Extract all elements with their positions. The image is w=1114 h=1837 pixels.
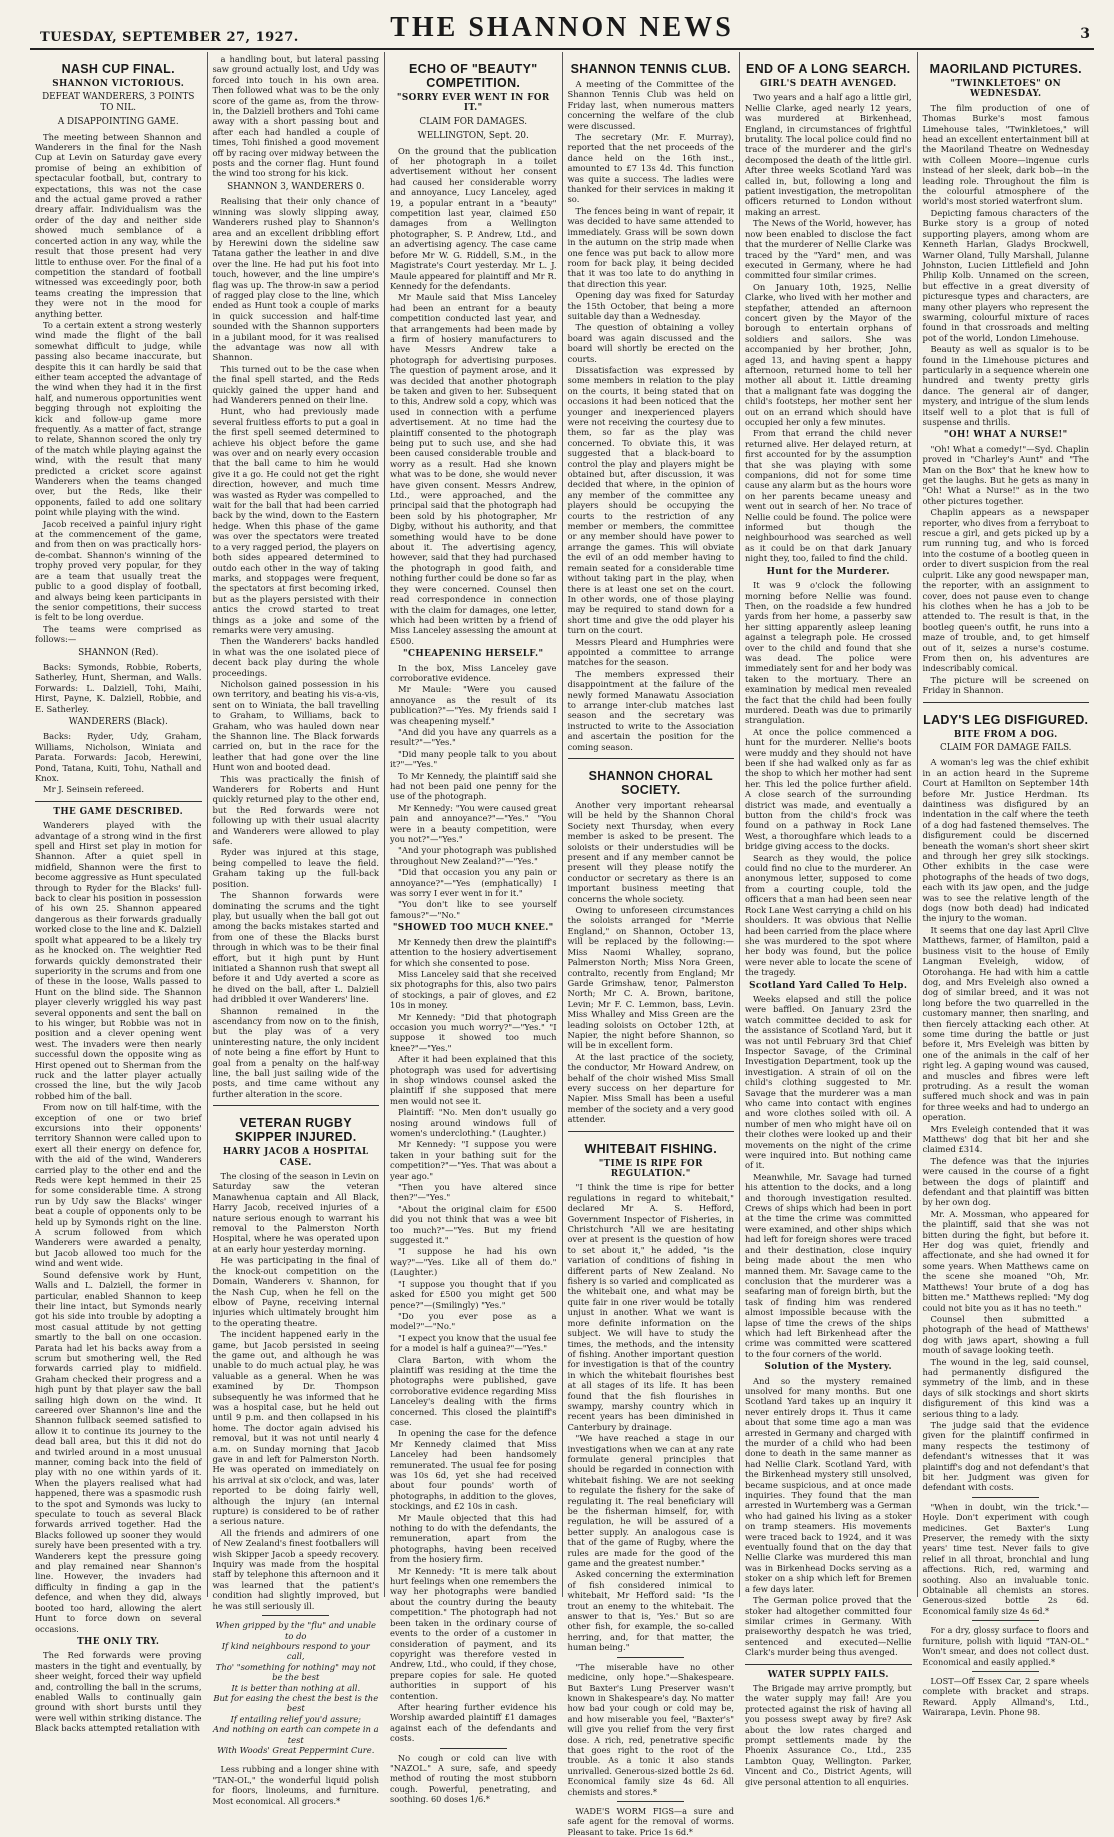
article-paragraph: "Then you have altered since then?"—"Yes." [390, 1182, 557, 1203]
article-paragraph: Nicholson gained possession in his own territory, and beating his vis-a-vis, sent on to Winiata, the ball travelling to Graham, to Williams, back to Graham, who was hauled down near the Shannon line. The Black forwards carried on, but in the race for the leather that had gone over the line Hunt won and booted dead. [212, 678, 379, 773]
article-paragraph: Two years and a half ago a little girl, Nellie Clarke, aged nearly 12 years, was murdered at Birkenhead, England, in circumstances of frightful brutality. The local police could find no trace of the murderer and the girl's decomposed the death of the little girl. After three weeks Scotland Yard was called in, but, following a long and patient investigation, the metropolitan officers returned to London without making an arrest. [745, 92, 912, 217]
article-paragraph: From now on till half-time, with the exception of one or two brief excursions into their opponents' territory Shannon were called upon to exert all their energy on defence for, with the aid of the wind, Wanderers carried play to the other end and the Reds were kept hemmed in their 25 for some considerable time. A strong run by Udy saw the Blacks' winger beat a couple of opponents only to be held up by Symonds right on the line. A scrum followed from which Wanderers were awarded a penalty, but Jacob allowed too much for the wind and went wide. [35, 1102, 202, 1269]
article-paragraph: After it had been explained that this photograph was used for advertising in shop windows counsel asked the plaintiff if she supposed that mere men would not see it. [390, 1054, 557, 1106]
masthead [30, 6, 1094, 46]
article-paragraph: This turned out to be the case when the final spell started, and the Reds quickly gained the upper hand and had Wanderers penned on their line. [212, 363, 379, 405]
article-paragraph: A meeting of the Committee of the Shannon Tennis Club was held on Friday last, when numerous matters concerning the welfare of the club were discussed. [567, 79, 734, 131]
article-paragraph: It seems that one day last April Clive Matthews, farmer, of Hamilton, paid a business visit to the house of Emily Langman Eveleigh, widow, of Otorohanga. He had with him a cattle dog, and Mrs Eveleigh also owned a dog of similar breed, and it was not long before the two quarrelled in the customary manner, then snarling, and then fiercely attacking each other. At some time during the battle or just before it, Mrs Eveleigh was bitten by one of the animals in the calf of her right leg. A gaping wound was caused, and muscles and fibres were left protruding. As a result the woman suffered much shock and was in pain for three weeks and had to undergo an operation. [922, 924, 1089, 1123]
article-paragraph: Hunt, who had previously made several fruitless efforts to put a goal in the first spell seemed determined to achieve his object before the game was over and on nearly every occasion that the ball came to him he would give it a go. He could not get the right direction, however, and much time was wasted as Ryder was compelled to wait for the ball that had been carried back by the wind, down to the Eastern hedge. When this phase of the game was over the spectators were treated to a very ragged period, the players on both sides appeared determined to outdo each other in the way of taking marks, and stoppages were frequent, the spectators at first becoming irked, but as the players persisted with their antics the crowd started to treat things as a joke and some of the remarks were very amusing. [212, 406, 379, 635]
article-paragraph: The fences being in want of repair, it was decided to have same attended to immediately. Grass will be sown down in the autumn on the strip made when one fence was put back to allow more room for back play, it being decided that it was too late to do anything in that direction this year. [567, 205, 734, 289]
verse-line: It is better than nothing at all. [231, 1682, 361, 1693]
article-paragraph: Mr Maule said that Miss Lanceley had been an entrant for a beauty competition conducted last year, and that arrangements had been made by a firm of hosiery manufacturers to have Messrs Andrew take a photograph for advertising purposes. The question of payment arose, and it was decided that another photograph be taken and given to her. Subsequent to this, Andrew sold a copy, which was used in connection with a perfume advertisement. At no time had the plaintiff consented to the photograph being put to such use, and she had been caused considerable trouble and worry as a result. Had she known what was to be done, she would never have given consent. Messrs Andrew, Ltd., were approached, and the principal said that the photograph had been sold by his photographer, Mr Digby, without his authority, and that something would have to be done about it. The advertising agency, however, said that they had purchased the photograph in good faith, and nothing further could be done so far as they were concerned. Counsel then read correspondence in connection with the claim for damages, one letter, which had been written by a friend of Miss Lanceley assessing the amount at £500. [390, 292, 557, 646]
column-5 [740, 52, 918, 1787]
article-paragraph: On January 10th, 1925, Nellie Clarke, who lived with her mother and stepfather, attended an afternoon concert given by the Mayor of the borough to entertain orphans of soldiers and sailors. She was accompanied by her brother, John, aged 13, and having spent a happy afternoon, returned home to tell her mother all about it. Little dreaming that a malignant fate was dogging the child's footsteps, her mother sent her out on an errand which should have occupied her only a few minutes. [745, 281, 912, 427]
article-paragraph: Mr Kennedy: "You were caused great pain and annoyance?"—"Yes." "You were in a beauty competition, were you not?"—"Yes." [390, 802, 557, 845]
article-paragraph: Jacob received a painful injury right at the commencement of the game, and from then on was practically hors-de-combat. Shannon's winning of the trophy proved very popular, for they are a team that usually treat the public to a good display of football, and always being keen participants in the senior competitions, their success is felt to be long overdue. [35, 518, 202, 623]
baxters-hoyle-advert: "When in doubt, win the trick."—Hoyle. Don't experiment with cough medicines. Get Baxter's Lung Preserver, the remedy with the sixty years' time test. Never fails to give relief in all throat, bronchial and lung affections. Rich, red, warming and soothing. Also an invaluable tonic. Obtainable all chemists an stores. Generous-sized bottle 2s 6d. Economical family size 4s 6d.* [922, 1501, 1089, 1616]
article-paragraph: "We have reached a stage in our investigations when we can at any rate formulate general principles that should be regarded in connection with whitebait fishing. We are not seeking to regulate the fishery for the sake of regulating it. The real beneficiary will be the fisherman himself, for, with regulation, he will be assured of a better supply. An analogous case is that of the game of Rugby, where the rules are made for the good of the game and the greatest number." [567, 1433, 734, 1569]
subhead-showed-knee: "SHOWED TOO MUCH KNEE." [392, 923, 554, 934]
article-paragraph: Then the Wanderers' backs handled in what was the one isolated piece of decent back play during the whole proceedings. [212, 636, 379, 678]
article-paragraph: "Do you ever pose as a model?"—"No." [390, 1310, 557, 1332]
article-paragraph: Plaintiff: "No. Men don't usually go nosing around windows full of women's underclothing." (Laughter.) [390, 1107, 557, 1138]
article-paragraph: Shannon remained in the ascendancy from now on to the finish, but the play was of a very uninteresting nature, the only incident of note being a fine effort by Hunt to goal from a penalty on the half-way line, the ball just sailing wide of the posts, and time came without any further alteration in the score. [212, 1005, 379, 1099]
score-line: SHANNON 3, WANDERERS 0. [227, 181, 365, 192]
headline-game-described: THE GAME DESCRIBED. [53, 806, 184, 817]
team-heading-wanderers: WANDERERS (Black). [68, 716, 168, 727]
verse-line: If kind neighbours respond to your call, [221, 1640, 370, 1662]
column-2 [208, 52, 386, 1806]
article-paragraph: The closing of the season in Levin on Saturday saw the veteran Manawhenua captain and All Black, Harry Jacob, received injuries of a nature serious enough to warrant his removal to the Palmerston North Hospital, where he was operated upon at an early hour yesterday morning. [212, 1171, 379, 1254]
article-paragraph: "I expect you know that the usual fee for a model is half a guinea?"—"Yes." [390, 1332, 557, 1354]
article-paragraph: Mr Kennedy: "It is mere talk about hurt feelings when one remembers the way her photographs were bandied about the country during the beauty competition." The photograph had not been taken in the ordinary course of events to the order of a customer in consideration of payment, and its copyright was therefore vested in Andrew, Ltd., who could, if they chose, prepare copies for sale. He quoted authorities in support of his contention. [390, 1565, 557, 1701]
issue-date: TUESDAY, SEPTEMBER 27, 1927. [40, 30, 299, 45]
article-paragraph: It was 9 o'clock the following morning before Nellie was found. Then, on the roadside a few hundred yards from her home, a passerby saw her sitting apparently asleep leaning against a telegraph pole. He crossed over to the child and found that she was dead. The police were immediately sent for and her body was taken to the mortuary. There an examination by medical men revealed the fact that the child had been foully murdered. Death was due to primarily strangulation. [745, 580, 912, 726]
dateline: WELLINGTON, Sept. 20. [417, 131, 529, 142]
article-paragraph: "I think the time is ripe for better regulations in regard to whitebait," declared Mr A. S. Hefford, Government Inspector of Fisheries, in Christchurch "All we are hesitating over at present is the question of how to set about it," he added, "is the variation of conditions of fishing in different parts of New Zealand. No fishery is so varied and complicated as the whitebait one, and what may be quite fair in one river would be totally unjust in another. What we want is more definite information on the subject. We will have to study the times, the methods, and the intensity of fishing. Another important question for investigation is that of the country in which the whitebait flourishes best at all stages of its life. It has been found that the fish flourishes in swampy, marshy country which in recent years has been diminished in Canterbury by drainage. [567, 1182, 734, 1432]
article-paragraph: Ryder was injured at this stage, being compelled to leave the field. Graham taking up the full-back position. [212, 847, 379, 889]
subhead-claim-fails: CLAIM FOR DAMAGE FAILS. [940, 742, 1072, 753]
headline-beauty-competition: ECHO OF "BEAUTY" COMPETITION. [409, 62, 538, 90]
article-paragraph: a handling bout, but lateral passing saw ground actually lost, and Udy was forced into touch in his own area. Then followed what was to be the only score of the game as, from the throw-in, the Dalziell brothers and Tohi came away with a short passing bout and after each had handled a couple of times, Tohi finished a good movement off by racing over midway between the posts and the corner flag. Hunt found the wind too strong for his kick. [212, 54, 379, 179]
article-paragraph: The members expressed their disappointment at the failure of the newly formed Manawatu Association to arrange inter-club matches last season and the secretary was instructed to write to the Association and ascertain the position for the coming season. [567, 668, 734, 752]
article-paragraph: Mr. A. Mossman, who appeared for the plaintiff, said that she was not bitten during the fight, but before it. Her dog was quiet, friendly and affectionate, and she had owned it for some years. When Matthews came on the scene she moaned "Oh, Mr. Matthews! Your brute of a dog has bitten me." Matthews replied: "My dog could not bite you as it has no teeth." [922, 1208, 1089, 1313]
subhead-cheapening: "CHEAPENING HERSELF." [403, 649, 544, 660]
article-paragraph: "And your photograph was published throughout New Zealand?"—"Yes." [390, 845, 557, 866]
subhead-sorry: "SORRY EVER WENT IN FOR IT." [396, 93, 550, 114]
article-paragraph: Clara Barton, with whom the plaintiff was residing at the time the photographs were published, gave corroborative evidence regarding Miss Lanceley's dealing with the firms concerned. This closed the plaintiff's case. [390, 1354, 557, 1427]
verse-line: And nothing on earth can compete in a test [212, 1724, 379, 1745]
article-paragraph: The judge said that the evidence given for the plaintiff confirmed in many respects the testimony of defendant's witnesses that it was plaintiff's dog and not defendant's that bit her. Judgment was given for defendant with costs. [922, 1419, 1089, 1493]
column-4 [563, 52, 741, 1837]
article-paragraph: Miss Lanceley said that she received six photographs for this, also two pairs of stockings, a pair of gloves, and £2 10s in money. [390, 968, 557, 1011]
article-paragraph: The meeting between Shannon and Wanderers in the final for the Nash Cup at Levin on Saturday gave every promise of being an exhibition of spectacular football, but, contrary to expectations, this was not the case and the actual game proved a rather dreary affair. Individualism was the order of the day and neither side showed much semblance of a concerted action in any way, while the result that those present had very little to enthuse over. For the final of a competition the standard of football witnessed was exceedingly poor, both teams creating the impression that they were not in the mood for anything better. [35, 131, 202, 319]
article-paragraph: To Mr Kennedy, the plaintiff said she had not been paid one penny for the use of the photograph. [390, 770, 557, 802]
headline-ladys-leg: LADY'S LEG DISFIGURED. [923, 712, 1089, 727]
column-6 [918, 52, 1095, 1718]
article-paragraph: Weeks elapsed and still the police were baffled. On January 23rd the watch committee decided to ask for the assistance of Scotland Yard, but it was not until February 3rd that Chief Inspector Savage, of the Criminal Investigation Department, took up the investigation. A strain of oil on the child's clothing suggested to Mr. Savage that the murderer was a man who came into contact with engines and wore clothes soiled with oil. A number of men who might have oil on their clothes were looked up and their movements on the night of the crime were inquired into. But nothing came of it. [745, 993, 912, 1171]
article-paragraph: "I suppose he had his own way?"—"Yes. Like all of them do." (Laughter.) [390, 1246, 557, 1278]
verse-line: If entailing relief you'd assure; [230, 1713, 362, 1724]
article-paragraph: The teams were comprised as follows:— [35, 623, 202, 645]
article-paragraph: Meanwhile, Mr. Savage had turned his attention to the docks, and a long and thorough investigation resulted. Crews of ships which had been in port at the time the crime was committed were examined, and other ships which had left for foreign shores were traced and their destination, close inquiry being made about the men who manned them. Mr. Savage came to the conclusion that the murderer was a seafaring man of foreign birth, but the task of finding him was rendered almost impossible because with the lapse of time the crews of the ships which had left Birkenhead after the crime was committed were scattered to the four corners of the world. [745, 1171, 912, 1359]
referee-note: Mr J. Seinsein refereed. [43, 784, 144, 795]
article-paragraph: Messrs Pleard and Humphries were appointed a committee to arrange matches for the season. [567, 636, 734, 668]
article-paragraph: Counsel then submitted a photograph of the head of Matthews' dog with jaws apart, showing a full mouth of savage looking teeth. [922, 1313, 1089, 1356]
article-paragraph: To a certain extent a strong westerly wind made the flight of the ball somewhat difficult to judge, while passing also became inaccurate, but despite this it can hardly be said that either team accepted the advantage of the wind when they had it in the first half, and numerous opportunities went begging through not exploiting the kick and follow-up game more frequently. As a matter of fact, strange to relate, Shannon scored the only try of the match while playing against the wind, with the result that many predicted a cricket score against Wanderers when the teams changed over, but the Reds, like their opponents, failed to add one solitary point while playing with the wind. [35, 319, 202, 518]
article-paragraph: Realising that their only chance of winning was slowly slipping away, Wanderers rushed play to Shannon's area and an excellent dribbling effort by Herewini down the sideline saw Tatana gather the leather in and dive over the line. He had put his foot into touch, however, and the line umpire's flag was up. The throw-in saw a period of ragged play close to the line, which ended as Hunt took a couple of marks in quick succession and half-time sounded with the Shannon supporters in a jubilant mood, for it was realised the advantage was now all with Shannon. [212, 196, 379, 363]
headline-long-search: END OF A LONG SEARCH. [746, 62, 911, 76]
article-paragraph: The Shannon forwards were dominating the scrums and the tight play, but usually when the ball got out among the backs mistakes started and from one of these the Blacks burst through in which was to be their final effort, but it high punt by Hunt initiated a Shannon rush that swept all before it and Udy averted a score as he dived on the ball, after L. Dalziell had dribbled it over Wanderers' line. [212, 890, 379, 1005]
baxters-advert: "The miserable have no other medicine, only hope."—Shakespeare. But Baxter's Lung Preserver wasn't known in Shakespeare's day. No matter how bad your cough or cold may be, and how miserable you feel, "Baxter's" will give you relief from the very first dose. A rich, red, penetrative specific that goes right to the root of the trouble. As a tonic it also stands unrivalled. Generous-sized bottle 2s 6d. Economical family size 4s 6d. All chemists and stores.* [567, 1661, 734, 1797]
article-paragraph: Owing to unforeseen circumstances the soloists arranged for "Merrie England," on Shannon, October 13, will be replaced by the following:—Miss Naomi Whalley, soprano, Palmerston North; Miss Nora Green, contralto, recently from England; Mr Garde Grimshaw, tenor, Palmerston North; Mr C. A. Brown, baritone, Levin; Mr F. C. Lemmon, bass, Levin. Miss Whalley and Miss Green are the leading soloists on October 12th, at Napier, the night before Shannon, so will be in excellent form. [567, 905, 734, 1051]
nazol-advert: No cough or cold can live with "NAZOL." A sure, safe, and speedy method of routing the most stubborn cough. Powerful, penetrating, and soothing. 60 doses 1/6.* [390, 1752, 557, 1805]
peppermint-cure-verse [213, 1620, 380, 1755]
tan-ol-advert: Less rubbing and a longer shine with "TAN-OL," the wonderful liquid polish for floors, linoleums, and furniture. Most economical. All grocers.* [212, 1764, 379, 1806]
article-paragraph: Beauty as well as squalor is to be found in the Limehouse pictures and particularly in a sequence wherein one hundred and twenty pretty girls dance. The general air of danger, mystery, and intrigue of the slum lends itself well to a plot that is full of suspense and thrills. [922, 344, 1089, 427]
subhead-harry-jacob: HARRY JACOB A HOSPITAL CASE. [222, 1147, 369, 1168]
headline-choral-society: SHANNON CHORAL SOCIETY. [588, 769, 713, 797]
article-paragraph: "Did that occasion you any pain or annoyance?"—"Yes (emphatically) I was sorry I ever went in for it." [390, 867, 557, 899]
subhead-twinkletoes: "TWINKLETOES" ON WEDNESDAY. [950, 79, 1062, 100]
newspaper-title: THE SHANNON NEWS [390, 12, 734, 43]
article-paragraph: Dissatisfaction was expressed by some members in relation to the play on the courts, it being stated that on occasions it had been noticed that the younger and inexperienced players were not receiving the courtesy due to them, so far as the play was concerned. To obviate this, it was suggested that a black-board to control the play and players might be obtained but, after discussion, it was decided that where, in the opinion of any member of the committee any players should be occupying the courts to the restriction of any member or members, the committee or any member should have power to arrange the games. This will obviate the evil of an odd member having to remain seated for a considerable time without taking part in the play, when there is at least one set on the court. In other words, one of those playing may be required to stand down for a short time and give the odd player his turn on the court. [567, 364, 734, 636]
article-paragraph: Search as they would, the police could find no clue to the murderer. An anonymous letter, supposed to come from a courting couple, told the officers that a man had been seen near Rock Lane West carrying a child on his shoulders. It was obvious that Nellie had been carried from the place where she was murdered to the spot where her body was found, but the police were never able to locate the scene of the tragedy. [745, 852, 912, 978]
team-list-shannon: Backs: Symonds, Robbie, Roberts, Satherley, Hunt, Sherman, and Walls. Forwards: L. Dalziell, Tohi, Maihi, Hirst, Payne, K. Dalziell, Robbie, and E. Satherley. [35, 661, 202, 714]
article-paragraph: At once the police commenced a hunt for the murderer. Nellie's boots were muddy and they should not have been if she had walked only as far as the shop to which her mother had sent her. This led the police further afield. A close search of the surrounding district was made, and eventually a button from the child's frock was found on a pathway in Rock Lane West, a thoroughfare which leads to a bridge giving access to the docks. [745, 726, 912, 852]
column-1 [30, 52, 208, 1734]
verse-line: But for easing the chest the best is the best [213, 1692, 379, 1714]
subhead-time-ripe: "TIME IS RIPE FOR REGULATION." [598, 1158, 703, 1179]
lost-wheels-notice: LOST—Off Essex Car, 2 spare wheels complete with bracket and straps. Reward. Apply Allmand's, Ltd., Wairarapa, Levin. Phone 98. [922, 1675, 1089, 1718]
article-paragraph: Mr Kennedy then drew the plaintiff's attention to the hosiery advertisement for which she consented to pose. [390, 936, 557, 968]
article-paragraph: Depicting famous characters of the Burke story is a group of noted supporting players, among whom are Kenneth Harlan, Gladys Brockwell, Warner Oland, Tully Marshall, Julanne Johnston, Lucien Littlefield and John Philip Kolb. Unnamed on the screen, but effective in a great diversity of picturesque types and characters, are many other players who represent the swarming, colourful mixture of races found in that crossroads and melting pot of the world, London Limehouse. [922, 207, 1089, 343]
article-paragraph: The question of obtaining a volley board was again discussed and the board will shortly be erected on the courts. [567, 322, 734, 364]
article-paragraph: "And did you have any quarrels as a result?"—"Yes." [390, 726, 557, 748]
phoenix-assurance-advert: The Brigade may arrive promptly, but the water supply may fail! Are you protected against the risk of having all you possess swept away by fire? Ask about the low rates charged and prompt settlements made by the Phoenix Assurance Co., Ltd., 235 Lambton Quay, Wellington. Parker, Vincent and Co., District Agents, will give personal attention to all enquiries. [745, 1682, 912, 1787]
article-paragraph: The News of the World, however, has now been enabled to disclose the fact that the murderer of Nellie Clarke was traced by the "Yard" men, and was executed in Germany, where he had committed four similar crimes. [745, 218, 912, 281]
article-paragraph: "You don't like to see yourself famous?"—"No." [390, 899, 557, 920]
subhead-girls-death: GIRL'S DEATH AVENGED. [759, 79, 897, 89]
headline-water-supply: WATER SUPPLY FAILS. [767, 1669, 889, 1680]
article-paragraph: "About the original claim for £500 did you not think that was a wee bit too much?"—"Yes. But my friend suggested it." [390, 1203, 557, 1246]
article-paragraph: The incident happened early in the game, but Jacob persisted in seeing the game out, and although he was unable to do much actual play, he was valuable as a general. When he was examined by Dr. Thompson subsequently he was informed that he was a hospital case, but he held out until 9 p.m. and then collapsed in his home. The doctor again advised his removal, but it was not until nearly 4 a.m. on Sunday morning that Jacob gave in and left for Palmerston North. He was operated on immediately on his arrival at six o'clock, and was, later reported to be doing fairly well, although the injury (an internal rupture) is considered to be of rather a serious nature. [212, 1329, 379, 1527]
article-paragraph: In opening the case for the defence Mr Kennedy claimed that Miss Lanceley had been handsomely remunerated. The usual fee for posing was 10s 6d, yet she had received about four pounds' worth of photographs, in addition to the gloves, stockings, and £2 10s in cash. [390, 1428, 557, 1512]
article-paragraph: At the last practice of the society, the conductor, Mr Howard Andrew, on behalf of the choir wished Miss Small every success on her departure for Napier. Miss Small has been a useful member of the society and a very good attender. [567, 1051, 734, 1125]
article-paragraph: The picture will be screened on Friday in Shannon. [922, 674, 1089, 696]
article-paragraph: This was practically the finish of Wanderers for Roberts and Hunt quickly returned play to the other end, but the Red forwards were not following up with their usual alacrity and Wanderers were allowed to play safe. [212, 773, 379, 847]
team-list-wanderers: Backs: Ryder, Udy, Graham, Williams, Nicholson, Winiata and Parata. Forwards: Jacob, Herewini, Pond, Tatana, Kuiti, Tohu, Nathall and Knox. [35, 731, 202, 783]
article-paragraph: Asked concerning the extermination of fish considered inimical to whitebait, Mr Hefford said: "Is the trout an enemy to the whitebait. The answer to that is, 'Yes.' But so are other fish, for example, the so-called herring, and, for that matter, the human being." [567, 1569, 734, 1653]
headline-whitebait: WHITEBAIT FISHING. [584, 1141, 717, 1156]
team-heading-shannon: SHANNON (Red). [78, 647, 159, 658]
subhead-bite-dog: BITE FROM A DOG. [953, 729, 1058, 740]
article-paragraph: Mr Kennedy: "Did that photograph occasion you much worry?"—"Yes." "I suppose it showed too much knee?"—"Yes." [390, 1011, 557, 1053]
article-paragraph: Opening day was fixed for Saturday the 15th October, that being a more suitable day than a Wednesday. [567, 290, 734, 321]
article-paragraph: "I suppose you thought that if you asked for £500 you might get 500 pence?"—(Smilingly) "Yes." [390, 1278, 557, 1310]
article-paragraph: Another very important rehearsal will be held by the Shannon Choral Society next Thursday, when every member is asked to be present. The soloists or their understudies will be present and if any member cannot be present will they please notify the conductor or secretary as there is an important business meeting that concerns the whole society. [567, 800, 734, 904]
article-paragraph: "Oh! What a comedy!"—Syd. Chaplin proved in "Charley's Aunt" and "The Man on the Box" that he knew how to get the laughs. But he gets as many in "Oh! What a Nurse!" as in the two other pictures together. [922, 443, 1089, 506]
verse-line: With Woods' Great Peppermint Cure. [217, 1744, 375, 1755]
subhead-scotland-yard: Scotland Yard Called To Help. [749, 980, 908, 991]
article-paragraph: He was participating in the final of the knock-out competition on the Domain, Wanderers v. Shannon, for the Nash Cup, when he fell on the elbow of Payne, receiving internal injuries which ultimately brought him to the operating theatre. [212, 1255, 379, 1328]
headline-veteran-skipper: VETERAN RUGBY SKIPPER INJURED. [235, 1116, 357, 1145]
column-3 [385, 52, 563, 1805]
article-paragraph: Wanderers played with the advantage of a strong wind in the first spell and Hirst set play in motion for Shannon. After a quiet spell in midfield, Shannon were the first to become aggressive as Hunt speculated through to Ryder for the Blacks' full-back to clear his position in possession of his own 25. Shannon appeared dangerous as their forwards gradually worked close to the line and K. Dalziell spoilt what appeared to be a likely try as he knocked on. The weightier Red forwards quickly demonstrated their superiority in the scrums and from one of these in the loose, Walls passed to Hunt on the blind side. The Shannon player cleverly wriggled his way past several opponents and sent the ball on to his winger, but Robbie was not in position and a clever opening went west. The invaders were then nearly successful down the opposite wing as Hirst opened out to Sherman from the ruck and the latter player actually crossed the line, but the wily Jacob robbed him of the ball. [35, 820, 202, 1101]
subhead-only-try: THE ONLY TRY. [77, 1636, 160, 1647]
article-paragraph: Chaplin appears as a newspaper reporter, who dives from a ferryboat to rescue a girl, and gets picked up by a rum running tug, and who is forced into the costume of a bootleg queen in order to divert suspicion from the real culprit. Like any good newspaper man, the reporter, with an assignment to cover, does not pause even to change his clothes when he has a job to be attended to. The result is that, in the bootleg queen's outfit, he runs into a maze of trouble, and, to get himself out of it, seizes a nurse's costume. From then on, his adventures are indescribably comical. [922, 507, 1089, 674]
deck-defeat-wanderers: DEFEAT WANDERERS, 3 POINTS TO NIL. [42, 92, 195, 113]
verse-line: When gripped by the "flu" and unable to do [215, 1620, 376, 1641]
article-paragraph: Mr Maule objected that this had nothing to do with the defendants, the remuneration, apart from the photographs, having been received from the hosiery firm. [390, 1512, 557, 1565]
article-paragraph: A woman's leg was the chief exhibit in an action heard in the Supreme Court at Hamilton on September 14th before Mr. Justice Herdman. Its daintiness was disfigured by an indentation in the calf where the teeth of a dog had fastened themselves. The disfigurement could be discerned beneath the woman's short sheer skirt and through her grey silk stockings. Other exhibits in the case were photographs of the heads of two dogs, each with its jaw open, and the judge was to see the relative length of the dogs (now both dead) had indicated the injury to the woman. [922, 757, 1089, 924]
article-paragraph: On the ground that the publication of her photograph in a toilet advertisement without her consent had caused her considerable worry and annoyance, Lucy Lanceley, aged 19, a popular entrant in a "beauty" competition last year, claimed £50 damages from a Wellington photographer, S. P. Andrew, Ltd., and an advertising agency. The case came before Mr W. G. Riddell, S.M., in the Magistrate's Court yesterday. Mr L. J. Maule appeared for plaintiff and Mr R. Kennedy for the defendants. [390, 145, 557, 291]
subhead-hunt-murderer: Hunt for the Murderer. [766, 566, 890, 577]
article-paragraph: The defence was that the injuries were caused in the course of a fight between the dogs of plaintiff and defendant and that plaintiff was bitten by her own dog. [922, 1155, 1089, 1208]
article-paragraph: Mrs Eveleigh contended that it was Matthews' dog that bit her and she claimed £314. [922, 1123, 1089, 1155]
article-paragraph: Sound defensive work by Hunt, Walls and L. Dalziell, the former in particular, enabled Shannon to keep their line intact, but Symonds nearly got his side into trouble by adopting a most casual attitude by not getting smartly to the ball on one occasion. Parata had let his backs away from a scrum but smothering well, the Red forwards carried play to midfield. Graham checked their progress and a high punt by that player saw the ball sailing high down on the wind. It careered over Shannon's line and the Shannon fullback seemed satisfied to allow it to continue its journey to the dead ball area, but this it did not do and twirled around in a most unusual manner, coming back into the field of play with no one within yards of it. When the players realised what had happened, there was a spasmodic rush to the spot and Symonds was lucky to speculate to touch as several Black forwards arrived together. Had the Blacks followed up sooner they would surely have been presented with a try. Wanderers kept the pressure going and play remained near Shannon's line. However, the invaders had difficulty in finding a gap in the defence, and when they did, always booted too hard, allowing the alert Hunt to force down on several occasions. [35, 1269, 202, 1634]
article-paragraph: "Did many people talk to you about it?"—"Yes." [390, 748, 557, 770]
article-paragraph: From that errand the child never returned alive. Her delayed return, at first accounted for by the assumption that she was playing with some companions, did not for some time cause any alarm but as the hours wore on her parents became uneasy and went out in search of her. No trace of Nellie could be found. The police were informed but though the neighbourhood was searched as well as it could be on that dark January night they, too, failed to find the child. [745, 428, 912, 564]
subhead-disappointing-game: A DISAPPOINTING GAME. [57, 117, 179, 128]
article-paragraph: The film production of one of Thomas Burke's most famous Limehouse tales, "Twinkletoes," will head an excellent entertainment bill at the Maoriland Theatre on Wednesday with Colleen Moore—ingenue curls instead of her sleek, dark bob—in the leading role. Throughout the film is the colourful atmosphere of the world's most storied waterfront slum. [922, 102, 1089, 207]
subhead-claim-damages: CLAIM FOR DAMAGES. [419, 116, 528, 127]
article-paragraph: The Red forwards were proving masters in the tight and eventually, by sheer weight, forced their way upfield and, controlling the ball in the scrums, enabled Walls to continually gain ground with short bursts until they were well within striking distance. The Black backs attempted retaliation with [35, 1650, 202, 1734]
article-paragraph: And so the mystery remained unsolved for many months. But one Scotland Yard takes up an inquiry it never entirely drops it. Thus it came about that some time ago a man was arrested in Germany and charged with the murder of a child who had been done to death in the same manner as had Nellie Clark. Scotland Yard, with the Birkenhead mystery still unsolved, became suspicious, and at once made inquiries. They found that the man arrested in Wurtemberg was a German who had gained his living as a stoker on tramp steamers. His movements were traced back to 1924, and it was eventually found that on the day that Nellie Clarke was murdered this man was in Birkenhead Docks serving as a stoker on a ship which left for Bremen a few days later. [745, 1375, 912, 1594]
article-paragraph: The wound in the leg, said counsel, had permanently disfigured the symmetry of the limb, and in these days of silk stockings and short skirts disfigurement of this kind was a serious thing to a lady. [922, 1356, 1089, 1419]
headline-nash-cup: NASH CUP FINAL. [61, 62, 175, 76]
page-number: 3 [1080, 26, 1090, 42]
wades-worm-figs-advert: WADE'S WORM FIGS—a sure and safe agent for the removal of worms. Pleasant to take. Price 1s 6d.* [567, 1805, 734, 1837]
article-paragraph: Mr Kennedy: "I suppose you were taken in your bathing suit for the competition?"—"Yes. That was about a year ago." [390, 1139, 557, 1181]
article-paragraph: Mr Maule: "Were you caused annoyance as the result of its publication?"—"Yes. My friends said I was cheapening myself." [390, 684, 557, 726]
article-paragraph: The secretary (Mr. F. Murray), reported that the net proceeds of the dance held on the 16th inst., amounted to £7 13s 4d. This function was quite a success. The ladies were thanked for their services in making it so. [567, 132, 734, 205]
subhead-shannon-victorious: SHANNON VICTORIOUS. [52, 79, 185, 89]
article-paragraph: All the friends and admirers of one of New Zealand's finest footballers will wish Skipper Jacob a speedy recovery. Inquiry was made from the hospital staff by telephone this afternoon and it was learned that the patient's condition had slightly improved, but he was still seriously ill. [212, 1527, 379, 1611]
page-columns [30, 52, 1094, 1837]
verse-line: Tho' "something for nothing" may not be the best [215, 1661, 376, 1683]
article-paragraph: In the box, Miss Lanceley gave corroborative evidence. [390, 662, 557, 683]
headline-maoriland-pictures: MAORILAND PICTURES. [929, 62, 1082, 76]
tan-ol-floor-advert: For a dry, glossy surface to floors and furniture, polish with liquid "TAN-OL." Won't smear, and does not collect dust. Economical and easily applied.* [922, 1625, 1089, 1667]
subhead-what-a-nurse: "OH! WHAT A NURSE!" [943, 430, 1068, 441]
article-paragraph: After hearing further evidence his Worship awarded plaintiff £1 damages against each of the defendants and costs. [390, 1701, 557, 1744]
masthead-rule [30, 48, 1094, 50]
article-paragraph: The German police proved that the stoker had altogether committed four similar crimes in Germany. With praiseworthy despatch he was tried, sentenced and executed—Nellie Clark's murder being thus avenged. [745, 1595, 912, 1658]
headline-tennis-club: SHANNON TENNIS CLUB. [570, 62, 731, 76]
subhead-solution: Solution of the Mystery. [764, 1362, 892, 1373]
